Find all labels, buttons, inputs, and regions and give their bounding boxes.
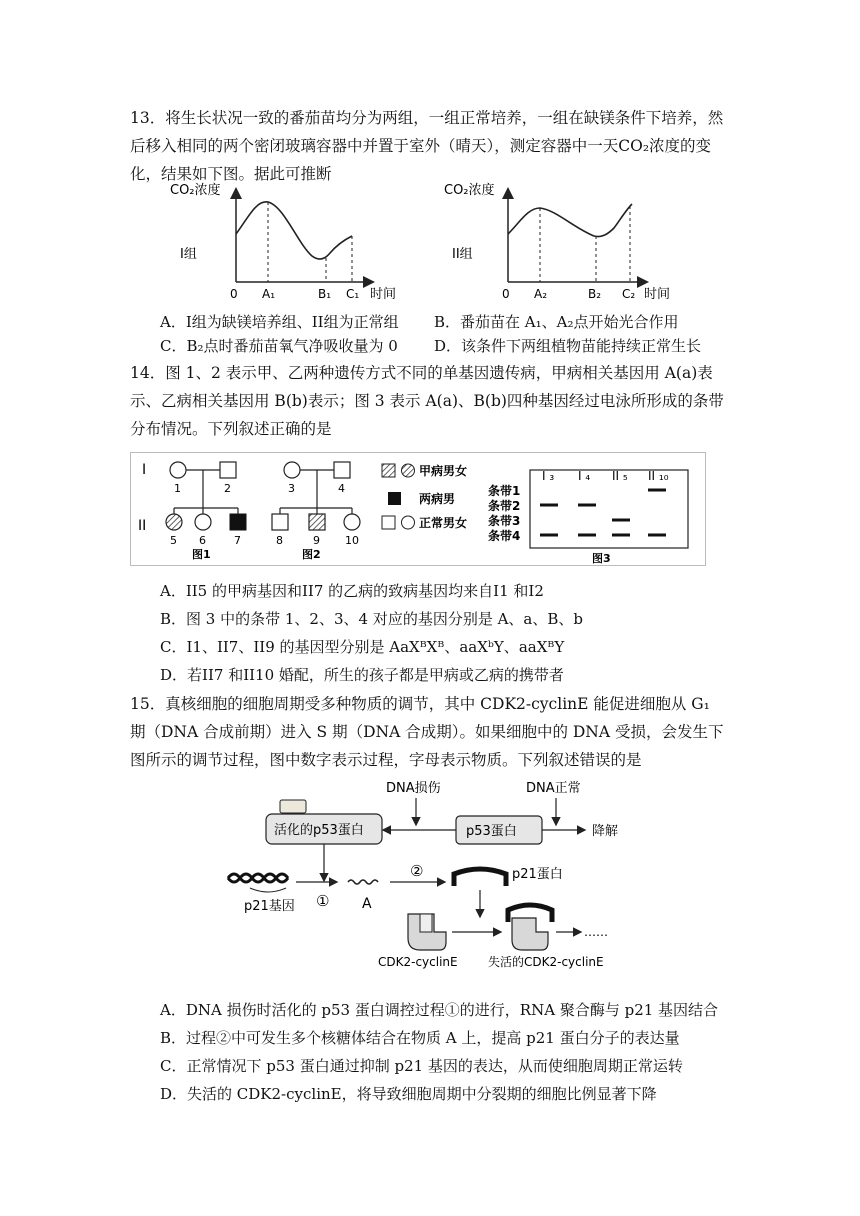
q14-option-c-text: C．I1、II7、II9 的基因型分别是: [160, 638, 390, 656]
fig2-caption: 图2: [302, 548, 321, 561]
step-1: ①: [316, 892, 330, 910]
q14-option-b: B．图 3 中的条带 1、2、3、4 对应的基因分别是 A、a、B、b: [160, 610, 583, 628]
fig3-caption: 图3: [592, 552, 611, 565]
g1-tick-0: 0: [230, 287, 238, 301]
p21-gene-label: p21基因: [244, 899, 295, 914]
q14-option-d: D．若II7 和II10 婚配，所生的孩子都是甲病或乙病的携带者: [160, 666, 564, 684]
g2-tick-0: 0: [502, 287, 510, 301]
cdk-inactive-shape: [512, 918, 548, 950]
g1-xlabel: 时间: [370, 287, 397, 302]
g1-ylabel: CO₂浓度: [170, 183, 221, 198]
q14-option-c: [160, 636, 564, 658]
id-3: 3: [288, 482, 295, 495]
q15-option-a: A．DNA 损伤时活化的 p53 蛋白调控过程①的进行，RNA 聚合酶与 p21 基因结合: [160, 1001, 719, 1019]
g2-xlabel: 时间: [644, 287, 671, 302]
gen-I: I: [142, 462, 147, 478]
lane-I3: I ₃: [542, 469, 555, 483]
g1-curve: [236, 202, 352, 259]
p21-protein-label: p21蛋白: [512, 867, 563, 882]
q13-option-d: D．该条件下两组植物苗能持续正常生长: [434, 337, 702, 355]
ind-10: [344, 514, 360, 530]
band-3-label: 条带3: [488, 514, 521, 528]
id-1: 1: [174, 482, 181, 495]
q15-diagram: [220, 772, 640, 972]
id-8: 8: [276, 534, 283, 547]
q14-option-a: A．II5 的甲病基因和II7 的乙病的致病基因均来自I1 和I2: [160, 582, 544, 600]
ind-2: [220, 462, 236, 478]
mrna-label: A: [362, 896, 372, 912]
legend-both: 两病男: [419, 492, 456, 506]
genotype-2: aaXᵇY: [459, 638, 504, 656]
q15-option-d: D．失活的 CDK2-cyclinE，将导致细胞周期中分裂期的细胞比例显著下降: [160, 1085, 657, 1103]
g2-curve: [508, 204, 632, 237]
ind-9: [309, 514, 325, 530]
g2-tick-3: C₂: [622, 287, 636, 301]
ind-4: [334, 462, 350, 478]
g2-tick-2: B₂: [588, 287, 602, 301]
ind-1: [170, 462, 186, 478]
band-2-label: 条带2: [488, 499, 521, 513]
q15-stem: 15．真核细胞的细胞周期受多种物质的调节，其中 CDK2-cyclinE 能促进细胞从 G₁ 期（DNA 合成前期）进入 S 期（DNA 合成期）。如果细胞中的 DNA 受损，会发生下图所示的调节过程，图中数字表示过程，字母表示物质。下列叙述错误的是: [130, 695, 724, 769]
lane-II10: II ₁₀: [648, 469, 669, 483]
id-5: 5: [170, 534, 177, 547]
p53-tag: [280, 800, 306, 813]
q13-option-b: B．番茄苗在 A₁、A₂点开始光合作用: [434, 313, 679, 331]
g2-ylabel: CO₂浓度: [444, 183, 495, 198]
g1-group: I组: [180, 247, 197, 262]
q14-figure: [130, 452, 706, 566]
id-10: 10: [345, 534, 359, 547]
genotype-1: AaXᴮXᴮ: [389, 638, 445, 656]
lane-I4: I ₄: [578, 469, 591, 483]
ind-7: [230, 514, 246, 530]
g1-tick-1: A₁: [262, 287, 276, 301]
ind-5: [166, 514, 182, 530]
id-6: 6: [199, 534, 206, 547]
lane-II5: II ₅: [612, 469, 628, 483]
cdk-label: CDK2-cyclinE: [378, 955, 458, 969]
degrade-label: 降解: [592, 824, 619, 839]
step-2: ②: [410, 862, 424, 880]
legend-jia: 甲病男女: [419, 464, 468, 478]
q13-stem: 13．将生长状况一致的番茄苗均分为两组，一组正常培养，一组在缺镁条件下培养，然后移入相同的两个密闭玻璃容器中并置于室外（晴天），测定容器中一天CO₂浓度的变化，结果如下图。据此可推断: [130, 109, 724, 183]
q15-option-c: C．正常情况下 p53 蛋白通过抑制 p21 基因的表达，从而使细胞周期正常运转: [160, 1057, 683, 1075]
q13-option-a: A．I组为缺镁培养组、II组为正常组: [160, 313, 399, 331]
q13-option-c: C．B₂点时番茄苗氧气净吸收量为 0: [160, 337, 398, 355]
g2-group: II组: [452, 247, 473, 262]
mrna: [348, 880, 378, 884]
band-1-label: 条带1: [488, 484, 521, 498]
legend-normal: 正常男女: [419, 516, 468, 530]
id-4: 4: [338, 482, 345, 495]
g1-tick-2: B₁: [318, 287, 332, 301]
p53-label: p53蛋白: [466, 824, 517, 839]
cdk-inactive-label: 失活的CDK2-cyclinE: [488, 955, 604, 969]
ind-8: [272, 514, 288, 530]
active-p53-label: 活化的p53蛋白: [274, 823, 364, 838]
g2-tick-1: A₂: [534, 287, 548, 301]
dna-normal-label: DNA正常: [526, 781, 581, 796]
id-2: 2: [224, 482, 231, 495]
ind-3: [284, 462, 300, 478]
q15-option-b: B．过程②中可发生多个核糖体结合在物质 A 上，提高 p21 蛋白分子的表达量: [160, 1029, 680, 1047]
q14-stem: 14．图 1、2 表示甲、乙两种遗传方式不同的单基因遗传病，甲病相关基因用 A(a)表示、乙病相关基因用 B(b)表示；图 3 表示 A(a)、B(b)四种基因经过电泳所形成的条带分布情况。下列叙述正确的是: [130, 364, 724, 438]
q13-graphs: [160, 178, 700, 303]
dots: ……: [584, 925, 608, 939]
genotype-3: aaXᴮY: [518, 638, 565, 656]
gen-II: II: [138, 518, 147, 534]
id-7: 7: [234, 534, 241, 547]
dna-damage-label: DNA损伤: [386, 781, 441, 796]
sep-1: 、: [444, 638, 460, 656]
fig1-caption: 图1: [192, 548, 211, 561]
id-9: 9: [313, 534, 320, 547]
g1-tick-3: C₁: [346, 287, 360, 301]
p21-protein: [454, 869, 506, 886]
ind-6: [195, 514, 211, 530]
band-4-label: 条带4: [488, 529, 521, 543]
sep-2: 、: [503, 638, 519, 656]
